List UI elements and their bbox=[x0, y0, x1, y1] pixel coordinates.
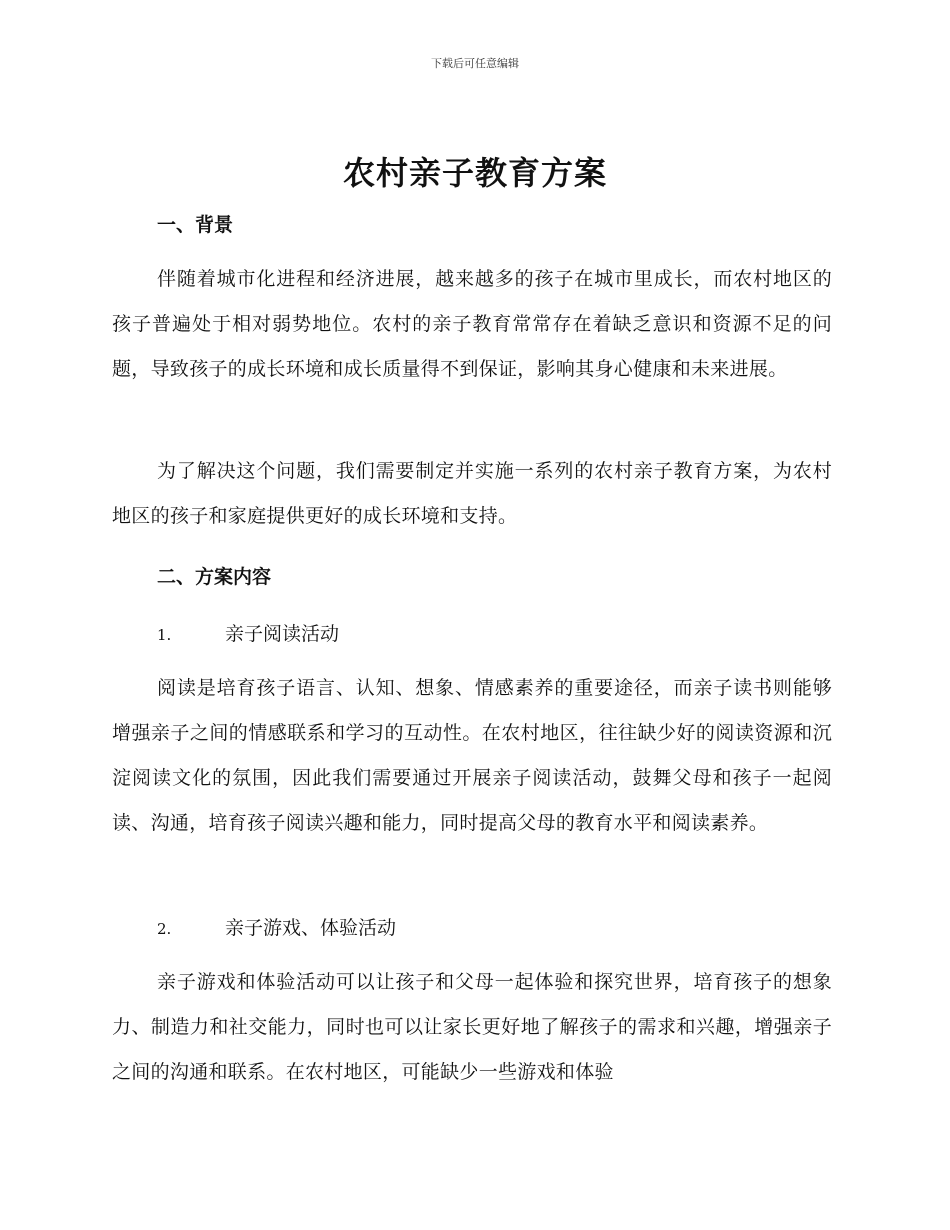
section-heading-background: 一、背景 bbox=[157, 214, 234, 236]
paragraph-games: 亲子游戏和体验活动可以让孩子和父母一起体验和探究世界，培育孩子的想象力、制造力和社交能力，同时也可以让家长更好地了解孩子的需求和兴趣，增强亲子之间的沟通和联系。在农村地区，可能缺少一些游戏和体验 bbox=[112, 971, 832, 1083]
paragraph-reading: 阅读是培育孩子语言、认知、想象、情感素养的重要途径，而亲子读书则能够增强亲子之间的情感联系和学习的互动性。在农村地区，往往缺少好的阅读资源和沉淀阅读文化的氛围，因此我们需要通过开展亲子阅读活动，鼓舞父母和孩子一起阅读、沟通，培育孩子阅读兴趣和能力，同时提高父母的教育水平和阅读素养。 bbox=[112, 677, 832, 834]
paragraph-background-1: 伴随着城市化进程和经济进展，越来越多的孩子在城市里成长，而农村地区的孩子普遍处于相对弱势地位。农村的亲子教育常常存在着缺乏意识和资源不足的问题，导致孩子的成长环境和成长质量得不到保证，影响其身心健康和未来进展。 bbox=[112, 268, 832, 380]
document-title: 农村亲子教育方案 bbox=[342, 154, 607, 192]
list-item-title: 亲子阅读活动 bbox=[225, 623, 340, 645]
paragraph-background-2: 为了解决这个问题，我们需要制定并实施一系列的农村亲子教育方案，为农村地区的孩子和家庭提供更好的成长环境和支持。 bbox=[112, 460, 832, 527]
header-note: 下载后可任意编辑 bbox=[431, 57, 519, 70]
list-number: 1. bbox=[157, 626, 172, 644]
list-item-1 bbox=[157, 619, 339, 646]
list-item-title: 亲子游戏、体验活动 bbox=[225, 917, 397, 939]
list-number: 2. bbox=[157, 920, 172, 938]
section-heading-content: 二、方案内容 bbox=[157, 566, 272, 588]
list-item-2 bbox=[157, 913, 396, 940]
